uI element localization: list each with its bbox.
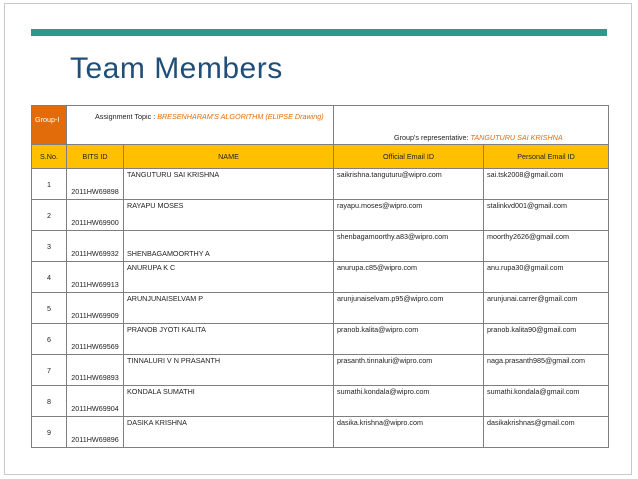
- cell-name: TANGUTURU SAI KRISHNA: [124, 169, 334, 200]
- cell-bits-id: 2011HW69932: [67, 231, 124, 262]
- cell-name: PRANOB JYOTI KALITA: [124, 324, 334, 355]
- cell-name: KONDALA SUMATHI: [124, 386, 334, 417]
- cell-sno: 9: [32, 417, 67, 448]
- cell-sno: 1: [32, 169, 67, 200]
- table-row: [32, 386, 609, 417]
- cell-personal-email: stalinkvd001@gmail.com: [484, 200, 609, 231]
- cell-name: DASIKA KRISHNA: [124, 417, 334, 448]
- cell-official-email: anurupa.c85@wipro.com: [334, 262, 484, 293]
- cell-personal-email: arunjunai.carrer@gmail.com: [484, 293, 609, 324]
- cell-official-email: sumathi.kondala@wipro.com: [334, 386, 484, 417]
- cell-personal-email: anu.rupa30@gmail.com: [484, 262, 609, 293]
- cell-personal-email: moorthy2626@gmail.com: [484, 231, 609, 262]
- cell-sno: 4: [32, 262, 67, 293]
- cell-official-email: dasika.krishna@wipro.com: [334, 417, 484, 448]
- cell-official-email: pranob.kalita@wipro.com: [334, 324, 484, 355]
- col-header-bits-id: BITS ID: [67, 145, 124, 169]
- team-table: [31, 105, 609, 448]
- accent-bar: [31, 29, 607, 36]
- cell-personal-email: naga.prasanth985@gmail.com: [484, 355, 609, 386]
- cell-official-email: arunjunaiselvam.p95@wipro.com: [334, 293, 484, 324]
- rep-prefix: Group's representative:: [394, 133, 471, 142]
- cell-sno: 3: [32, 231, 67, 262]
- cell-bits-id: 2011HW69898: [67, 169, 124, 200]
- col-header-name: NAME: [124, 145, 334, 169]
- cell-name: ANURUPA K C: [124, 262, 334, 293]
- group-representative: [334, 106, 609, 145]
- cell-name: SHENBAGAMOORTHY A: [124, 231, 334, 262]
- cell-sno: 7: [32, 355, 67, 386]
- cell-personal-email: sumathi.kondala@gmail.com: [484, 386, 609, 417]
- cell-bits-id: 2011HW69904: [67, 386, 124, 417]
- topic-prefix: Assignment Topic :: [95, 112, 158, 121]
- col-header-sno: S.No.: [32, 145, 67, 169]
- cell-official-email: prasanth.tinnaluri@wipro.com: [334, 355, 484, 386]
- rep-value: TANGUTURU SAI KRISHNA: [470, 133, 563, 142]
- cell-personal-email: pranob.kalita90@gmail.com: [484, 324, 609, 355]
- group-label: Group-I: [32, 106, 67, 145]
- page-title: Team Members: [70, 52, 283, 85]
- cell-bits-id: 2011HW69909: [67, 293, 124, 324]
- cell-official-email: saikrishna.tanguturu@wipro.com: [334, 169, 484, 200]
- group-row: [32, 106, 609, 145]
- cell-name: TINNALURI V N PRASANTH: [124, 355, 334, 386]
- cell-official-email: shenbagamoorthy.a83@wipro.com: [334, 231, 484, 262]
- cell-sno: 8: [32, 386, 67, 417]
- cell-name: RAYAPU MOSES: [124, 200, 334, 231]
- cell-name: ARUNJUNAISELVAM P: [124, 293, 334, 324]
- table-row: [32, 324, 609, 355]
- table-row: [32, 355, 609, 386]
- table-row: [32, 262, 609, 293]
- cell-bits-id: 2011HW69569: [67, 324, 124, 355]
- table-row: [32, 200, 609, 231]
- table-row: [32, 417, 609, 448]
- topic-value: BRESENHARAM'S ALGORITHM (ELIPSE Drawing): [157, 112, 324, 121]
- assignment-topic: [67, 106, 334, 145]
- cell-personal-email: sai.tsk2008@gmail.com: [484, 169, 609, 200]
- header-row: [32, 145, 609, 169]
- cell-official-email: rayapu.moses@wipro.com: [334, 200, 484, 231]
- cell-sno: 6: [32, 324, 67, 355]
- table-row: [32, 169, 609, 200]
- table-row: [32, 293, 609, 324]
- cell-bits-id: 2011HW69896: [67, 417, 124, 448]
- cell-bits-id: 2011HW69893: [67, 355, 124, 386]
- cell-sno: 2: [32, 200, 67, 231]
- col-header-personal-email: Personal Email ID: [484, 145, 609, 169]
- col-header-official-email: Official Email ID: [334, 145, 484, 169]
- cell-sno: 5: [32, 293, 67, 324]
- cell-bits-id: 2011HW69913: [67, 262, 124, 293]
- cell-personal-email: dasikakrishnas@gmail.com: [484, 417, 609, 448]
- table-row: [32, 231, 609, 262]
- cell-bits-id: 2011HW69900: [67, 200, 124, 231]
